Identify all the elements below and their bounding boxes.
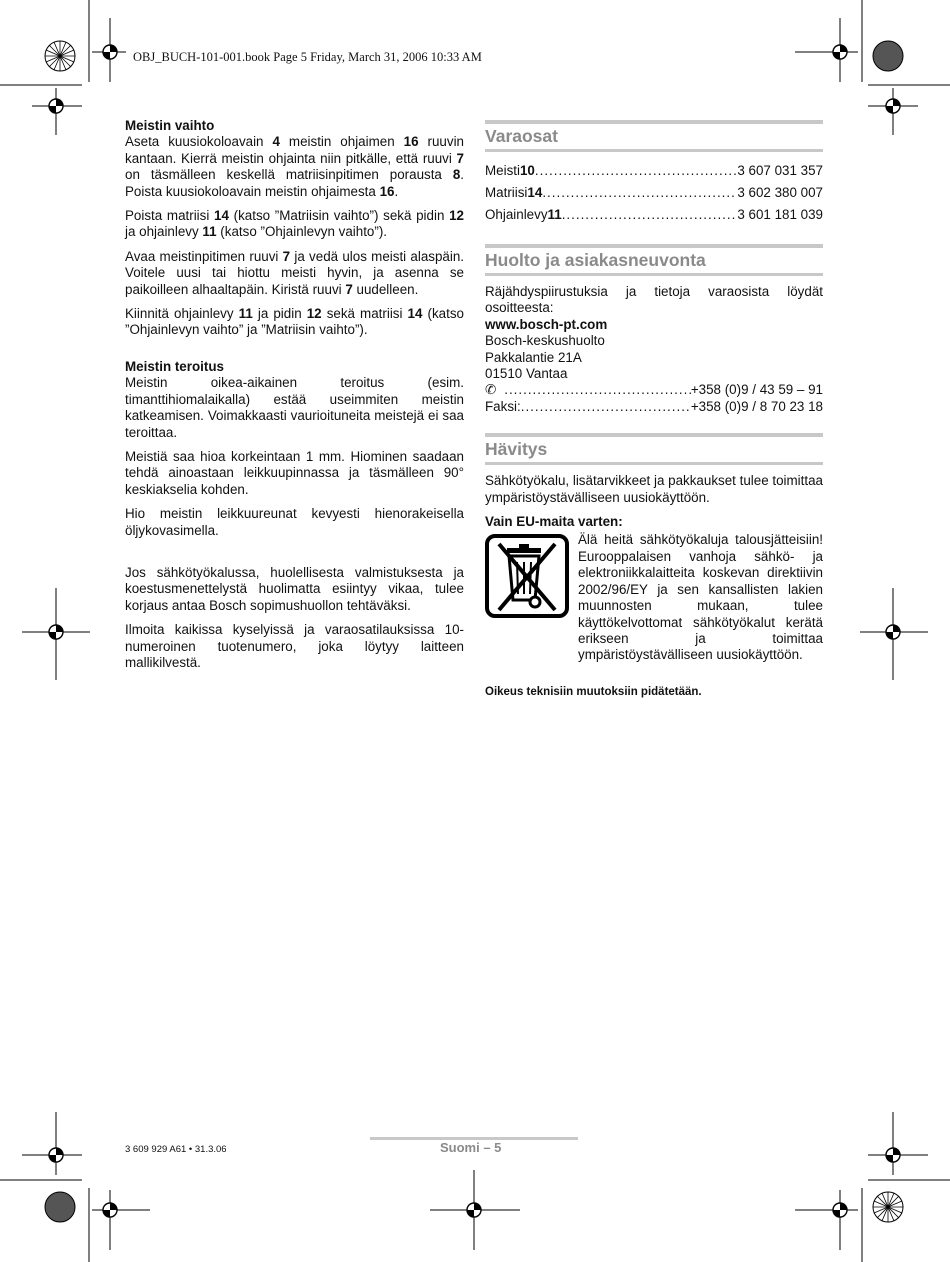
right-column: [485, 118, 823, 700]
service-street: Pakkalantie 21A: [485, 349, 582, 365]
phone-icon: ✆: [485, 382, 497, 398]
section-heading-punch-sharpening: Meistin teroitus: [125, 358, 224, 374]
eu-disposal-block: [485, 532, 823, 663]
paragraph: Aseta kuusiokoloavain 4 meistin ohjaimen 16 ruuvin kantaan. Kierrä meistin ohjainta niin pitkälle, että ruuvi 7 on täsmälleen keskellä matriisinpitimen porausta 8. Poista kuusiokoloavain meistin ohjaimesta 16.: [125, 134, 464, 199]
service-website: www.bosch-pt.com: [485, 316, 608, 332]
left-column: [125, 118, 464, 679]
document-code: 3 609 929 A61 • 31.3.06: [125, 1144, 227, 1155]
service-city: 01510 Vantaa: [485, 366, 568, 382]
crossed-out-bin-icon: [485, 534, 569, 618]
paragraph: Kiinnitä ohjainlevy 11 ja pidin 12 sekä matriisi 14 (katso ”Ohjainlevyn vaihto” ja ”Matriisin vaihto”).: [125, 306, 464, 338]
page-number: Suomi – 5: [440, 1140, 502, 1155]
eu-heading: Vain EU-maita varten:: [485, 514, 623, 530]
print-header: OBJ_BUCH-101-001.book Page 5 Friday, March 31, 2006 10:33 AM: [133, 50, 482, 64]
phone-row: ✆ ..... +358 (0)9 / 43 59 – 91: [485, 382, 823, 398]
spare-part-row: Matriisi 14 ..... 3 602 380 007: [485, 182, 823, 204]
paragraph: Ilmoita kaikissa kyselyissä ja varaosatilauksissa 10-numeroinen tuotenumero, joka löytyy laitteen mallikilvestä.: [125, 622, 464, 670]
paragraph: Sähkötyökalu, lisätarvikkeet ja pakkaukset tulee toimittaa ympäristöystävälliseen uusiokäyttöön.: [485, 473, 823, 505]
section-heading-spare-parts: Varaosat: [485, 120, 823, 152]
section-heading-punch-change: Meistin vaihto: [125, 118, 215, 133]
paragraph: Poista matriisi 14 (katso ”Matriisin vaihto”) sekä pidin 12 ja ohjainlevy 11 (katso ”Ohjainlevyn vaihto”).: [125, 208, 464, 240]
section-heading-service: Huolto ja asiakasneuvonta: [485, 244, 823, 276]
fax-row: Faksi: ..... +358 (0)9 / 8 70 23 18: [485, 399, 823, 415]
section-heading-disposal: Hävitys: [485, 433, 823, 465]
eu-disposal-text: Älä heitä sähkötyökaluja talousjätteisiin! Eurooppalaisen vanhoja sähkö- ja elektroniikkalaitteita koskevan direktiivin 2002/96/EY ja sen kansallisten lakien muunnosten mukaan, tulee käyttökelvottomat sähkötyökalut kerätä erikseen ja toimittaa ympäristöystävälliseen uusiokäyttöön.: [578, 532, 823, 663]
spare-part-row: Ohjainlevy 11 ..... 3 601 181 039: [485, 204, 823, 226]
paragraph: Jos sähkötyökalussa, huolellisesta valmistuksesta ja koestusmenettelystä huolimatta esiintyy vikaa, tulee korjaus antaa Bosch sopimushuollon tehtäväksi.: [125, 564, 464, 613]
spare-parts-list: [485, 160, 823, 226]
service-intro: Räjähdyspiirustuksia ja tietoja varaosista löydät osoitteesta:: [485, 284, 823, 316]
paragraph: Meistin oikea-aikainen teroitus (esim. timanttihiomalaikalla) estää useimmiten meistin katkeamisen. Voimakkaasti vaurioituneita meistejä ei saa teroittaa.: [125, 375, 464, 440]
spare-part-row: Meisti 10 ..... 3 607 031 357: [485, 160, 823, 182]
paragraph: Avaa meistinpitimen ruuvi 7 ja vedä ulos meisti alaspäin. Voitele uusi tai hiottu meisti hyvin, ja asenna se paikoilleen alhaaltapäin. Kiristä ruuvi 7 uudelleen.: [125, 248, 465, 297]
legal-note: Oikeus teknisiin muutoksiin pidätetään.: [485, 685, 702, 698]
service-name: Bosch-keskushuolto: [485, 333, 605, 349]
paragraph: Meistiä saa hioa korkeintaan 1 mm. Hiominen saadaan tehdä ainoastaan leikkuupinnassa ja täsmälleen 90° keskiakselia kohden.: [125, 448, 464, 497]
paragraph: Hio meistin leikkuureunat kevyesti hienorakeisella öljykovasimella.: [125, 506, 464, 538]
